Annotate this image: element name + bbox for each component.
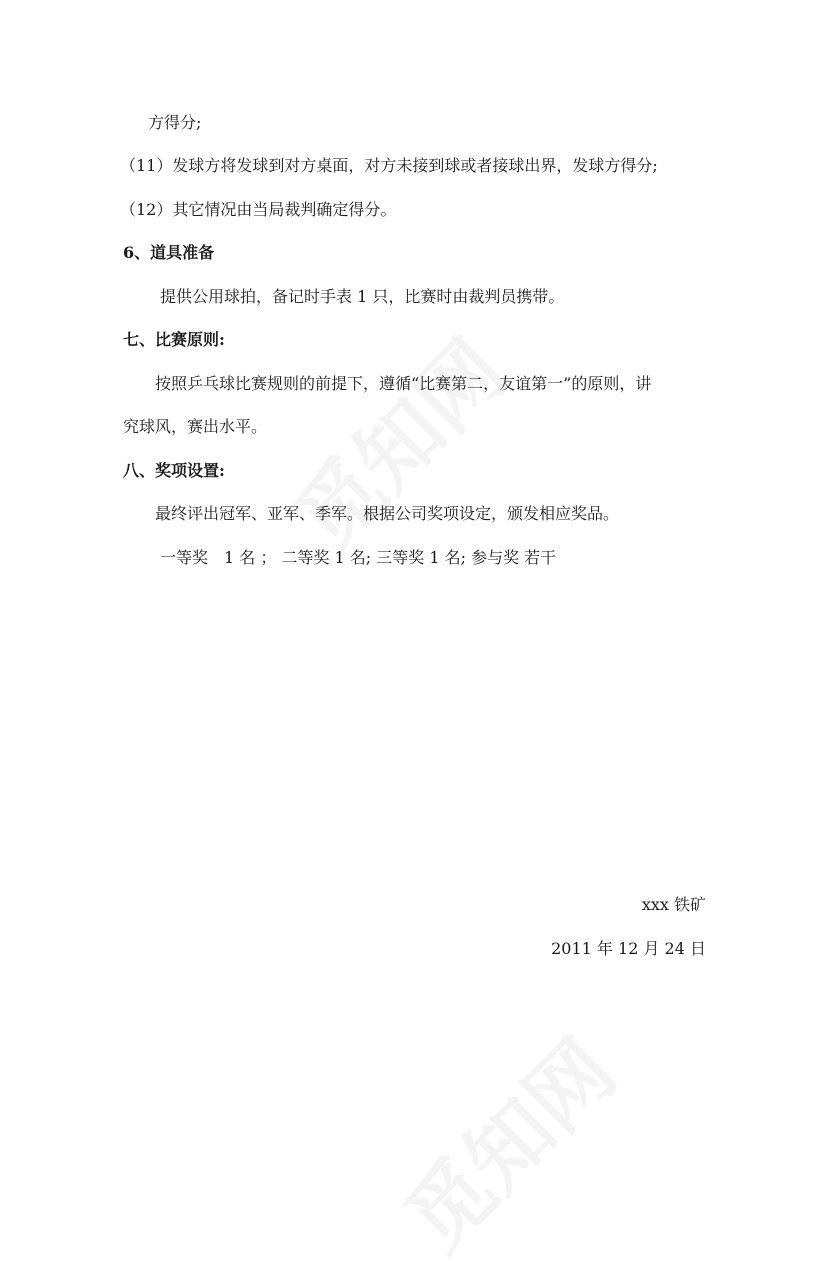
watermark [264,309,528,573]
section-heading: 八、奖项设置: [123,461,225,480]
signature-org: xxx 铁矿 [641,895,706,914]
paragraph: 按照乒乓球比赛规则的前提下，遵循“比赛第二，友谊第一”的原则，讲 [155,374,652,393]
rule-item: （12）其它情况由当局裁判确定得分。 [120,200,397,219]
awards-line: 一等奖 1 名 ； 二等奖 1 名; 三等奖 1 名; 参与奖 若干 [160,548,557,567]
paragraph: 提供公用球拍，备记时手表 1 只，比赛时由裁判员携带。 [160,287,565,306]
rule-item: （11）发球方将发球到对方桌面，对方未接到球或者接球出界，发球方得分; [120,156,658,175]
section-heading: 6、道具准备 [123,243,215,262]
section-heading: 七、比赛原则: [123,330,225,349]
signature-date: 2011 年 12 月 24 日 [551,939,706,958]
paragraph: 究球风，赛出水平。 [123,417,268,436]
paragraph: 最终评出冠军、亚军、季军。根据公司奖项设定，颁发相应奖品。 [155,504,620,523]
paragraph: 方得分; [148,113,202,132]
watermark [374,1009,638,1272]
